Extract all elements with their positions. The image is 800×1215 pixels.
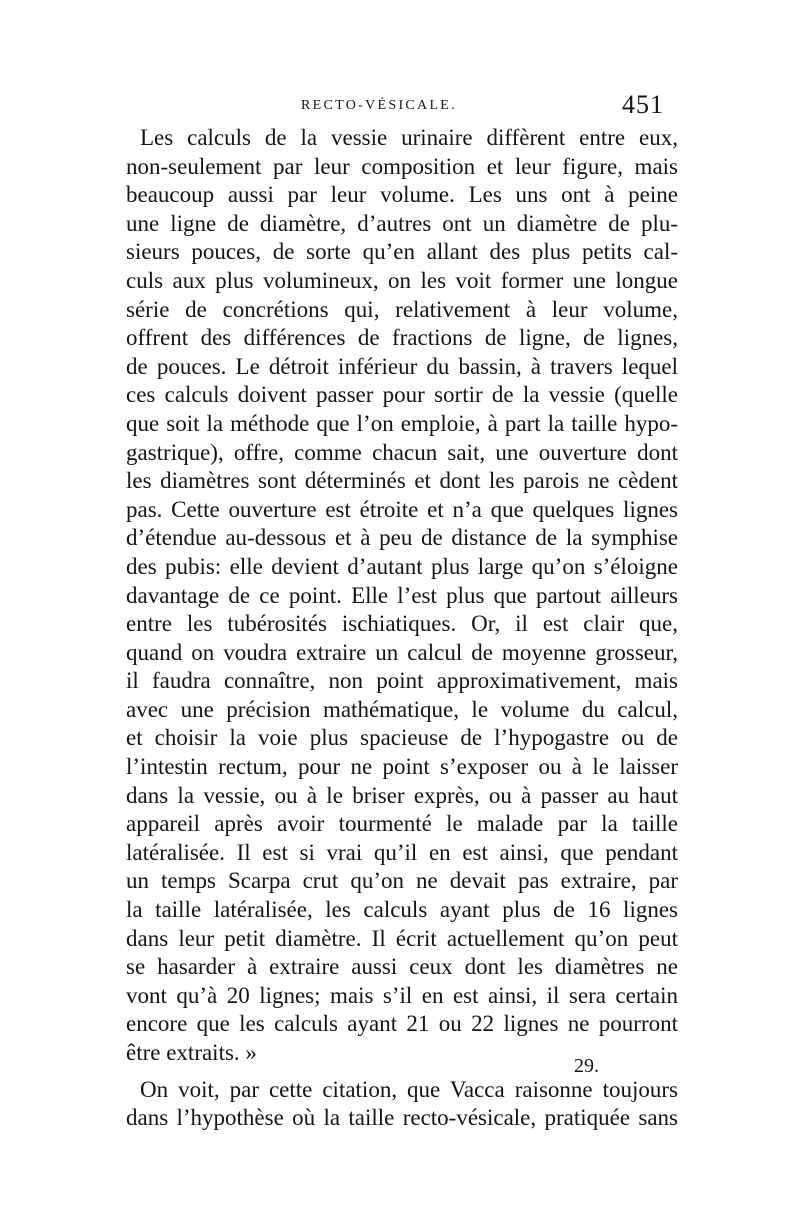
text-line: la taille latéralisée, les calculs ayant plus de 16 lignes: [126, 897, 678, 923]
paragraph-2: [126, 1076, 678, 1133]
text-line: que soit la méthode que l’on emploie, à part la taille hypo-: [126, 410, 678, 436]
text-line: On voit, par cette citation, que Vacca raisonne toujours: [140, 1076, 678, 1102]
running-head: [0, 90, 800, 126]
text-line: encore que les calculs ayant 21 ou 22 lignes ne pourront: [126, 1011, 678, 1037]
text-line: se hasarder à extraire aussi ceux dont les diamètres ne: [126, 954, 678, 980]
body-text: [126, 124, 678, 1133]
text-line: être extraits. »: [126, 1040, 257, 1065]
text-line: sieurs pouces, de sorte qu’en allant des plus petits cal-: [126, 239, 678, 265]
text-line: d’étendue au-dessous et à peu de distance de la symphise: [126, 525, 678, 551]
text-line: appareil après avoir tourmenté le malade par la taille: [126, 811, 678, 837]
text-line: davantage de ce point. Elle l’est plus que partout ailleurs: [126, 582, 678, 608]
text-line: un temps Scarpa crut qu’on ne devait pas extraire, par: [126, 868, 678, 894]
running-head-title: RECTO-VÉSICALE.: [301, 98, 457, 113]
paragraph-1: [126, 124, 678, 1068]
text-line: dans l’hypothèse où la taille recto-vésicale, pratiquée sans: [126, 1105, 678, 1131]
text-line: les diamètres sont déterminés et dont les parois ne cèdent: [126, 468, 678, 494]
text-line: entre les tubérosités ischiatiques. Or, il est clair que,: [126, 611, 678, 637]
text-line: vont qu’à 20 lignes; mais s’il en est ainsi, il sera certain: [126, 982, 678, 1008]
text-line: culs aux plus volumineux, on les voit former une longue: [126, 267, 678, 293]
text-line: une ligne de diamètre, d’autres ont un diamètre de plu-: [126, 210, 678, 236]
text-line: offrent des différences de fractions de ligne, de lignes,: [126, 325, 678, 351]
text-line: Les calculs de la vessie urinaire diffèrent entre eux,: [140, 125, 678, 150]
text-line: dans la vessie, ou à le briser exprès, ou à passer au haut: [126, 782, 678, 808]
text-line: pas. Cette ouverture est étroite et n’a que quelques lignes: [126, 496, 678, 522]
text-line: latéralisée. Il est si vrai qu’il en est ainsi, que pendant: [126, 839, 678, 865]
text-line: de pouces. Le détroit inférieur du bassin, à travers lequel: [126, 353, 678, 379]
signature-mark: 29.: [574, 1055, 599, 1077]
text-line: et choisir la voie plus spacieuse de l’hypogastre ou de: [126, 725, 678, 751]
page-number: 451: [622, 90, 664, 119]
text-line: série de concrétions qui, relativement à leur volume,: [126, 296, 678, 322]
text-line: ces calculs doivent passer pour sortir de la vessie (quelle: [126, 382, 678, 408]
text-line: quand on voudra extraire un calcul de moyenne grosseur,: [126, 639, 678, 665]
text-line: non-seulement par leur composition et leur figure, mais: [126, 153, 678, 179]
text-line: beaucoup aussi par leur volume. Les uns ont à peine: [126, 182, 678, 208]
text-line: gastrique), offre, comme chacun sait, une ouverture dont: [126, 439, 678, 465]
text-line: il faudra connaître, non point approximativement, mais: [126, 668, 678, 694]
text-line: dans leur petit diamètre. Il écrit actuellement qu’on peut: [126, 925, 678, 951]
text-line: l’intestin rectum, pour ne point s’exposer ou à le laisser: [126, 754, 678, 780]
text-line: des pubis: elle devient d’autant plus large qu’on s’éloigne: [126, 553, 678, 579]
text-line: avec une précision mathématique, le volume du calcul,: [126, 696, 678, 722]
